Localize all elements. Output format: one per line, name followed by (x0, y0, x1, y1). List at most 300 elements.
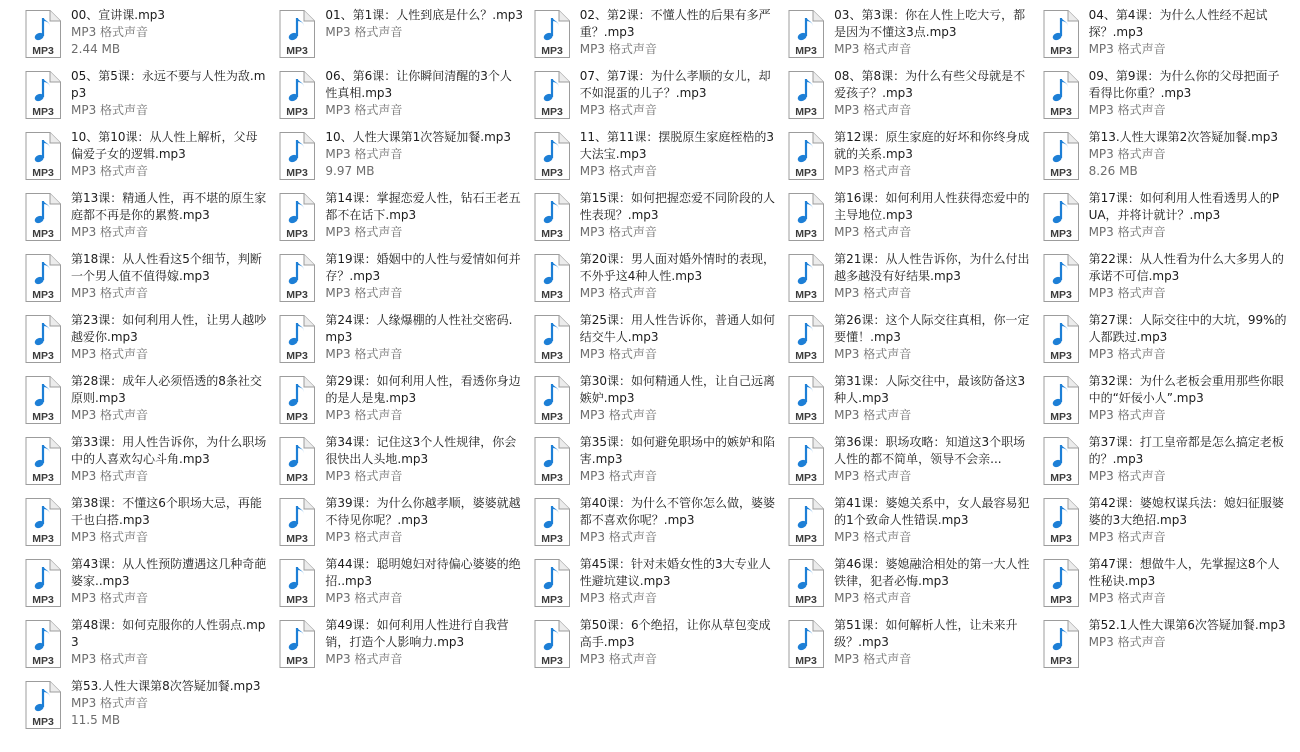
file-tile[interactable] (276, 615, 530, 676)
file-name: 04、第4课：为什么人性经不起试探？.mp3 (1088, 8, 1268, 39)
svg-text:MP3: MP3 (286, 594, 309, 606)
svg-text:MP3: MP3 (540, 289, 563, 301)
file-meta (71, 249, 269, 302)
file-name: 07、第7课：为什么孝顺的女儿，却不如混蛋的儿子？.mp3 (579, 69, 771, 100)
file-tile[interactable] (276, 371, 530, 432)
audio-file-icon (785, 314, 827, 364)
file-name: 第19课：婚姻中的人性与爱情如何并存？.mp3 (325, 252, 521, 283)
file-tile[interactable] (785, 66, 1039, 127)
file-name: 第25课：用人性告诉你，普通人如何结交牛人.mp3 (579, 313, 776, 344)
svg-text:MP3: MP3 (32, 594, 54, 606)
file-meta (71, 615, 269, 668)
audio-file-icon (1040, 619, 1082, 669)
audio-file-icon (22, 497, 64, 547)
file-meta (580, 249, 778, 302)
file-tile[interactable] (22, 615, 276, 676)
svg-text:MP3: MP3 (540, 655, 563, 667)
file-tile[interactable] (22, 188, 276, 249)
svg-text:MP3: MP3 (540, 45, 563, 57)
file-name: 第22课：从人性看为什么大多男人的承诺不可信.mp3 (1088, 252, 1284, 283)
file-name: 第26课：这个人际交往真相，你一定要懂！.mp3 (834, 313, 1030, 344)
file-name: 第47课：想做牛人，先掌握这8个人性秘诀.mp3 (1088, 557, 1280, 588)
file-type: MP3 格式声音 (579, 652, 657, 666)
svg-text:MP3: MP3 (286, 106, 309, 118)
audio-file-icon (276, 131, 318, 181)
file-name: 00、宣讲课.mp3 (71, 8, 166, 22)
file-size: 8.26 MB (1088, 164, 1138, 178)
svg-text:MP3: MP3 (795, 655, 817, 667)
file-type: MP3 格式声音 (834, 530, 912, 544)
svg-text:MP3: MP3 (286, 350, 309, 362)
file-meta (834, 493, 1032, 546)
file-type: MP3 格式声音 (579, 286, 657, 300)
file-name: 第18课：从人性看这5个细节，判断一个男人值不值得嫁.mp3 (71, 252, 262, 283)
file-tile[interactable] (1040, 310, 1294, 371)
svg-text:MP3: MP3 (286, 45, 309, 57)
file-meta (580, 371, 778, 424)
audio-file-icon (1040, 9, 1082, 59)
file-type: MP3 格式声音 (71, 652, 149, 666)
file-type: MP3 格式声音 (834, 225, 912, 239)
file-meta (834, 66, 1032, 119)
audio-file-icon (276, 558, 318, 608)
svg-text:MP3: MP3 (1049, 655, 1072, 667)
audio-file-icon (1040, 253, 1082, 303)
audio-file-icon (1040, 497, 1082, 547)
svg-text:MP3: MP3 (1049, 411, 1072, 423)
audio-file-icon (1040, 375, 1082, 425)
file-tile[interactable] (276, 127, 530, 188)
file-tile[interactable] (531, 432, 785, 493)
file-type: MP3 格式声音 (1088, 635, 1166, 649)
svg-text:MP3: MP3 (286, 472, 309, 484)
file-name: 第13.人性大课第2次答疑加餐.mp3 (1088, 130, 1279, 144)
svg-text:MP3: MP3 (32, 472, 54, 484)
file-meta (1089, 432, 1287, 485)
file-name: 第30课：如何精通人性，让自己远离嫉妒.mp3 (579, 374, 776, 405)
file-name: 02、第2课：不懂人性的后果有多严重？.mp3 (579, 8, 771, 39)
svg-text:MP3: MP3 (32, 228, 54, 240)
file-meta (1089, 493, 1287, 546)
file-type: MP3 格式声音 (1088, 147, 1166, 161)
audio-file-icon (22, 253, 64, 303)
file-name: 第17课：如何利用人性看透男人的PUA，并将计就计？.mp3 (1088, 191, 1280, 222)
file-type: MP3 格式声音 (834, 408, 912, 422)
file-meta (834, 310, 1032, 363)
file-meta (834, 127, 1032, 180)
file-tile[interactable] (22, 5, 276, 66)
file-type: MP3 格式声音 (325, 347, 403, 361)
file-tile[interactable] (531, 371, 785, 432)
file-name: 09、第9课：为什么你的父母把面子看得比你重？.mp3 (1088, 69, 1280, 100)
file-type: MP3 格式声音 (834, 469, 912, 483)
file-type: MP3 格式声音 (325, 408, 403, 422)
file-type: MP3 格式声音 (1088, 42, 1166, 56)
file-tile[interactable] (785, 432, 1039, 493)
svg-text:MP3: MP3 (286, 533, 309, 545)
file-tile[interactable] (531, 66, 785, 127)
svg-text:MP3: MP3 (540, 411, 563, 423)
file-name: 第34课：记住这3个人性规律，你会很快出人头地.mp3 (325, 435, 517, 466)
audio-file-icon (22, 558, 64, 608)
svg-text:MP3: MP3 (540, 472, 563, 484)
file-meta (71, 310, 269, 363)
file-tile[interactable] (276, 493, 530, 554)
svg-text:MP3: MP3 (1049, 289, 1072, 301)
file-name: 第51课：如何解析人性，让未来升级？.mp3 (834, 618, 1018, 649)
file-meta (580, 615, 778, 668)
audio-file-icon (531, 619, 573, 669)
file-name: 第15课：如何把握恋爱不同阶段的人性表现？.mp3 (579, 191, 776, 222)
file-tile[interactable] (785, 249, 1039, 310)
svg-text:MP3: MP3 (795, 106, 817, 118)
file-type: MP3 格式声音 (579, 469, 657, 483)
file-type: MP3 格式声音 (71, 408, 149, 422)
file-name: 第24课：人缘爆棚的人性社交密码.mp3 (325, 313, 513, 344)
file-type: MP3 格式声音 (71, 591, 149, 605)
file-meta (71, 432, 269, 485)
svg-text:MP3: MP3 (795, 228, 817, 240)
file-tile[interactable] (276, 249, 530, 310)
file-tile[interactable] (22, 127, 276, 188)
file-type: MP3 格式声音 (325, 103, 403, 117)
file-tile[interactable] (785, 615, 1039, 676)
file-meta (580, 493, 778, 546)
file-meta (1089, 127, 1287, 180)
svg-text:MP3: MP3 (795, 350, 817, 362)
file-tile[interactable] (785, 310, 1039, 371)
file-tile[interactable] (1040, 615, 1294, 676)
file-meta (325, 371, 523, 424)
svg-text:MP3: MP3 (286, 167, 309, 179)
audio-file-icon (785, 436, 827, 486)
file-name: 10、人性大课第1次答疑加餐.mp3 (325, 130, 512, 144)
file-name: 第27课：人际交往中的大坑，99%的人都跌过.mp3 (1088, 313, 1287, 344)
svg-text:MP3: MP3 (1049, 228, 1072, 240)
file-tile[interactable] (785, 127, 1039, 188)
file-type: MP3 格式声音 (1088, 225, 1166, 239)
file-tile[interactable] (1040, 5, 1294, 66)
audio-file-icon (22, 70, 64, 120)
file-meta (325, 127, 523, 180)
file-tile[interactable] (22, 432, 276, 493)
audio-file-icon (22, 680, 64, 730)
file-tile[interactable] (1040, 66, 1294, 127)
audio-file-icon (276, 70, 318, 120)
svg-text:MP3: MP3 (1049, 167, 1072, 179)
audio-file-icon (276, 253, 318, 303)
audio-file-icon (276, 375, 318, 425)
file-type: MP3 格式声音 (325, 147, 403, 161)
file-name: 第14课：掌握恋爱人性，钻石王老五都不在话下.mp3 (325, 191, 521, 222)
audio-file-icon (276, 619, 318, 669)
audio-file-icon (531, 558, 573, 608)
file-name: 第52.1人性大课第6次答疑加餐.mp3 (1088, 618, 1286, 632)
svg-text:MP3: MP3 (32, 106, 54, 118)
file-type: MP3 格式声音 (834, 591, 912, 605)
file-tile[interactable] (22, 554, 276, 615)
file-tile[interactable] (1040, 432, 1294, 493)
audio-file-icon (22, 436, 64, 486)
audio-file-icon (785, 558, 827, 608)
file-meta (834, 371, 1032, 424)
file-meta (71, 371, 269, 424)
audio-file-icon (785, 253, 827, 303)
audio-file-icon (1040, 436, 1082, 486)
file-type: MP3 格式声音 (579, 347, 657, 361)
file-name: 第43课：从人性预防遭遇这几种奇葩婆家..mp3 (71, 557, 267, 588)
file-size: 11.5 MB (71, 713, 121, 727)
svg-text:MP3: MP3 (1049, 594, 1072, 606)
file-tile[interactable] (1040, 493, 1294, 554)
audio-file-icon (22, 619, 64, 669)
file-meta (325, 493, 523, 546)
audio-file-icon (531, 9, 573, 59)
file-type: MP3 格式声音 (834, 42, 912, 56)
svg-text:MP3: MP3 (540, 350, 563, 362)
file-meta (71, 66, 269, 119)
file-name: 第42课：婆媳权谋兵法：媳妇征服婆婆的3大绝招.mp3 (1088, 496, 1284, 527)
svg-text:MP3: MP3 (795, 411, 817, 423)
file-tile[interactable] (531, 493, 785, 554)
audio-file-icon (22, 9, 64, 59)
file-tile[interactable] (22, 493, 276, 554)
svg-text:MP3: MP3 (32, 716, 54, 728)
file-type: MP3 格式声音 (834, 347, 912, 361)
svg-text:MP3: MP3 (1049, 472, 1072, 484)
svg-text:MP3: MP3 (1049, 350, 1072, 362)
audio-file-icon (785, 192, 827, 242)
svg-text:MP3: MP3 (1049, 533, 1072, 545)
svg-text:MP3: MP3 (795, 289, 817, 301)
file-tile[interactable] (531, 5, 785, 66)
audio-file-icon (531, 192, 573, 242)
file-size: 2.44 MB (71, 42, 121, 56)
file-tile[interactable] (276, 66, 530, 127)
file-meta (580, 554, 778, 607)
file-name: 第12课：原生家庭的好坏和你终身成就的关系.mp3 (834, 130, 1030, 161)
svg-text:MP3: MP3 (286, 289, 309, 301)
file-meta (1089, 188, 1287, 241)
file-meta (1089, 371, 1287, 424)
file-tile[interactable] (785, 554, 1039, 615)
file-tile[interactable] (1040, 127, 1294, 188)
file-tile[interactable] (22, 249, 276, 310)
audio-file-icon (785, 619, 827, 669)
file-type: MP3 格式声音 (325, 25, 403, 39)
audio-file-icon (531, 375, 573, 425)
file-type: MP3 格式声音 (834, 286, 912, 300)
svg-text:MP3: MP3 (795, 594, 817, 606)
file-meta (1089, 5, 1287, 58)
file-type: MP3 格式声音 (1088, 103, 1166, 117)
file-tile[interactable] (276, 5, 530, 66)
file-type: MP3 格式声音 (71, 286, 149, 300)
file-meta (834, 188, 1032, 241)
file-meta (580, 127, 778, 180)
file-type: MP3 格式声音 (834, 164, 912, 178)
file-type: MP3 格式声音 (834, 652, 912, 666)
file-tile[interactable] (276, 554, 530, 615)
file-name: 第29课：如何利用人性，看透你身边的是人是鬼.mp3 (325, 374, 521, 405)
audio-file-icon (785, 131, 827, 181)
file-meta (325, 249, 523, 302)
file-meta (71, 5, 269, 58)
audio-file-icon (531, 131, 573, 181)
audio-file-icon (785, 9, 827, 59)
file-meta (1089, 615, 1287, 651)
file-name: 第49课：如何利用人性进行自我营销，打造个人影响力.mp3 (325, 618, 509, 649)
audio-file-icon (1040, 131, 1082, 181)
file-meta (325, 66, 523, 119)
file-type: MP3 格式声音 (579, 591, 657, 605)
file-name: 第31课：人际交往中，最该防备这3种人.mp3 (834, 374, 1026, 405)
file-type: MP3 格式声音 (71, 225, 149, 239)
file-name: 第28课：成年人必须悟透的8条社交原则.mp3 (71, 374, 262, 405)
file-name: 01、第1课：人性到底是什么？.mp3 (325, 8, 524, 22)
audio-file-icon (276, 436, 318, 486)
file-type: MP3 格式声音 (71, 103, 149, 117)
audio-file-icon (531, 497, 573, 547)
file-tile[interactable] (531, 615, 785, 676)
svg-text:MP3: MP3 (32, 289, 54, 301)
file-name: 第38课：不懂这6个职场大忌，再能干也白搭.mp3 (71, 496, 262, 527)
file-meta (580, 5, 778, 58)
file-type: MP3 格式声音 (325, 652, 403, 666)
file-name: 第45课：针对未婚女性的3大专业人性避坑建议.mp3 (579, 557, 771, 588)
file-type: MP3 格式声音 (71, 25, 149, 39)
svg-text:MP3: MP3 (32, 167, 54, 179)
file-meta (325, 310, 523, 363)
file-tile[interactable] (22, 310, 276, 371)
file-tile[interactable] (531, 249, 785, 310)
file-meta (325, 188, 523, 241)
file-tile[interactable] (22, 371, 276, 432)
file-tile[interactable] (1040, 249, 1294, 310)
file-tile[interactable] (276, 310, 530, 371)
file-tile[interactable] (531, 127, 785, 188)
file-tile[interactable] (1040, 188, 1294, 249)
file-name: 第16课：如何利用人性获得恋爱中的主导地位.mp3 (834, 191, 1030, 222)
svg-text:MP3: MP3 (795, 167, 817, 179)
audio-file-icon (785, 70, 827, 120)
file-tile[interactable] (1040, 554, 1294, 615)
file-name: 05、第5课：永远不要与人性为敌.mp3 (71, 69, 266, 100)
file-name: 03、第3课：你在人性上吃大亏，都是因为不懂这3点.mp3 (834, 8, 1026, 39)
file-meta (580, 310, 778, 363)
audio-file-icon (22, 314, 64, 364)
file-tile[interactable] (785, 5, 1039, 66)
file-name: 10、第10课：从人性上解析，父母偏爱子女的逻辑.mp3 (71, 130, 258, 161)
file-name: 第36课：职场攻略：知道这3个职场人性的都不简单，领导不会亲... (834, 435, 1026, 466)
file-type: MP3 格式声音 (325, 530, 403, 544)
file-meta (71, 188, 269, 241)
file-type: MP3 格式声音 (579, 42, 657, 56)
file-meta (325, 432, 523, 485)
file-type: MP3 格式声音 (1088, 347, 1166, 361)
file-tile[interactable] (22, 66, 276, 127)
audio-file-icon (1040, 314, 1082, 364)
file-tile[interactable] (22, 676, 276, 737)
file-name: 第13课：精通人性，再不堪的原生家庭都不再是你的累赘.mp3 (71, 191, 267, 222)
file-type: MP3 格式声音 (579, 103, 657, 117)
file-tile[interactable] (785, 188, 1039, 249)
audio-file-icon (1040, 70, 1082, 120)
file-type: MP3 格式声音 (71, 696, 149, 710)
svg-text:MP3: MP3 (795, 472, 817, 484)
file-type: MP3 格式声音 (71, 347, 149, 361)
audio-file-icon (531, 436, 573, 486)
file-name: 06、第6课：让你瞬间清醒的3个人性真相.mp3 (325, 69, 512, 100)
file-meta (834, 249, 1032, 302)
svg-text:MP3: MP3 (540, 533, 563, 545)
file-name: 第50课：6个绝招，让你从草包变成高手.mp3 (579, 618, 771, 649)
file-tile[interactable] (531, 554, 785, 615)
file-type: MP3 格式声音 (325, 225, 403, 239)
file-name: 第37课：打工皇帝都是怎么搞定老板的？.mp3 (1088, 435, 1284, 466)
file-type: MP3 格式声音 (1088, 408, 1166, 422)
audio-file-icon (276, 497, 318, 547)
file-tile[interactable] (531, 310, 785, 371)
file-name: 第48课：如何克服你的人性弱点.mp3 (71, 618, 266, 649)
svg-text:MP3: MP3 (32, 411, 54, 423)
file-tile[interactable] (276, 188, 530, 249)
file-meta (580, 188, 778, 241)
svg-text:MP3: MP3 (540, 106, 563, 118)
file-meta (1089, 66, 1287, 119)
file-type: MP3 格式声音 (325, 469, 403, 483)
file-meta (834, 615, 1032, 668)
file-name: 第33课：用人性告诉你，为什么职场中的人喜欢勾心斗角.mp3 (71, 435, 267, 466)
file-tile[interactable] (531, 188, 785, 249)
file-meta (1089, 554, 1287, 607)
audio-file-icon (276, 192, 318, 242)
file-name: 第53.人性大课第8次答疑加餐.mp3 (71, 679, 261, 693)
file-meta (325, 554, 523, 607)
file-meta (834, 5, 1032, 58)
file-type: MP3 格式声音 (325, 286, 403, 300)
audio-file-icon (22, 375, 64, 425)
file-type: MP3 格式声音 (71, 469, 149, 483)
file-meta (325, 5, 523, 41)
audio-file-icon (785, 497, 827, 547)
file-type: MP3 格式声音 (1088, 286, 1166, 300)
file-meta (834, 432, 1032, 485)
file-type: MP3 格式声音 (71, 164, 149, 178)
file-tile[interactable] (1040, 371, 1294, 432)
file-meta (580, 66, 778, 119)
svg-text:MP3: MP3 (286, 655, 309, 667)
file-meta (1089, 310, 1287, 363)
file-meta (71, 676, 269, 729)
svg-text:MP3: MP3 (540, 594, 563, 606)
svg-text:MP3: MP3 (286, 228, 309, 240)
file-name: 第39课：为什么你越孝顺，婆婆就越不待见你呢？.mp3 (325, 496, 521, 527)
file-tile[interactable] (785, 493, 1039, 554)
audio-file-icon (531, 70, 573, 120)
svg-text:MP3: MP3 (795, 533, 817, 545)
svg-text:MP3: MP3 (540, 228, 563, 240)
file-tile[interactable] (785, 371, 1039, 432)
file-type: MP3 格式声音 (834, 103, 912, 117)
file-name: 08、第8课：为什么有些父母就是不爱孩子？.mp3 (834, 69, 1026, 100)
file-tile[interactable] (276, 432, 530, 493)
file-meta (71, 493, 269, 546)
audio-file-icon (276, 314, 318, 364)
file-name: 第20课：男人面对婚外情时的表现，不外乎这4种人性.mp3 (579, 252, 776, 283)
audio-file-icon (531, 253, 573, 303)
svg-text:MP3: MP3 (286, 411, 309, 423)
